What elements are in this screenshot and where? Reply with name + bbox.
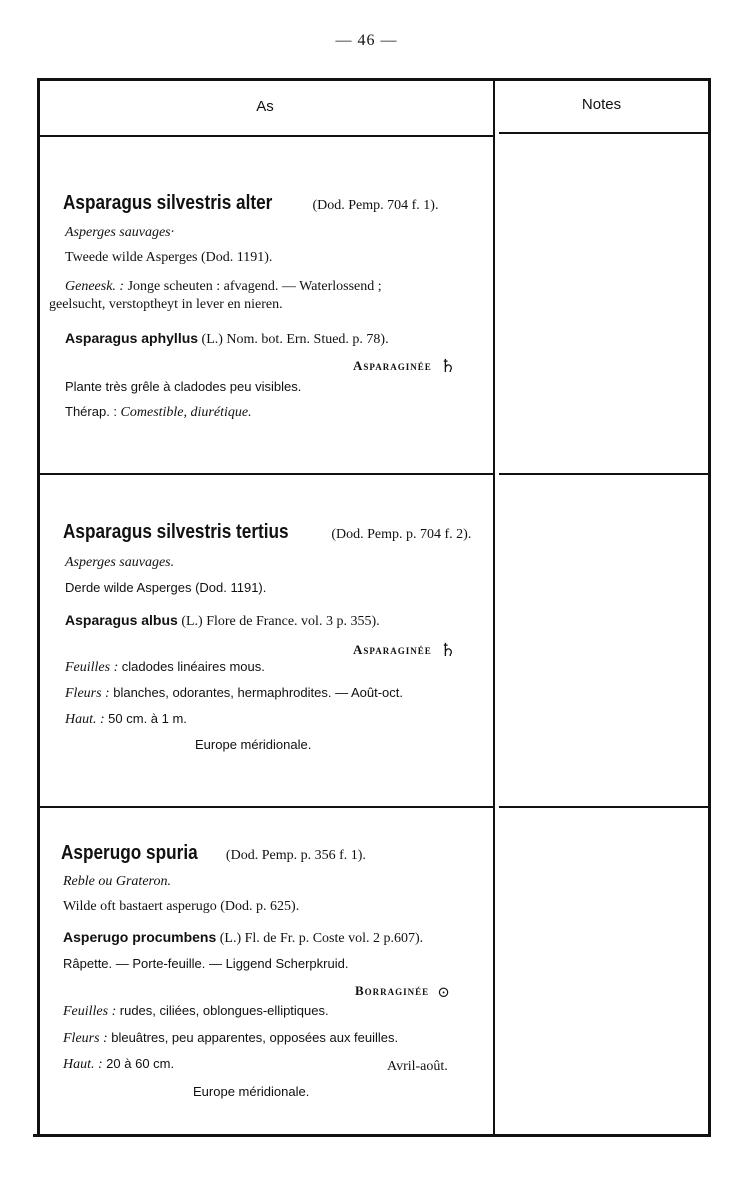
geneesk-label: Geneesk. :	[65, 279, 125, 294]
entry-title-ref: (Dod. Pemp. p. 704 f. 2).	[331, 527, 472, 542]
column-header-as: As	[256, 98, 274, 115]
fleurs-label: Fleurs :	[65, 686, 110, 701]
column-header-notes: Notes	[581, 96, 622, 113]
synonym-line	[65, 611, 380, 631]
row-divider-left	[37, 473, 493, 475]
geneesk-text: Jonge scheuten : afvagend. — Waterlossend ;	[127, 279, 382, 294]
family-line	[355, 982, 450, 1002]
table-right-border	[708, 78, 711, 1137]
family-line	[353, 641, 456, 660]
entry-title: Asperugo spuria	[61, 842, 198, 864]
region: Europe méridionale.	[193, 1084, 310, 1099]
flemish-name: Derde wilde Asperges (Dod. 1191).	[65, 580, 267, 595]
haut-label: Haut. :	[65, 712, 105, 727]
fleurs-text: blanches, odorantes, hermaphrodites. — Août-oct.	[113, 685, 403, 700]
feuilles-label: Feuilles :	[65, 660, 119, 675]
synonym-ref: (L.) Flore de France. vol. 3 p. 355).	[181, 614, 380, 629]
entry-title-ref: (Dod. Pemp. 704 f. 1).	[312, 198, 439, 213]
description: Plante très grêle à cladodes peu visibles.	[65, 379, 302, 394]
entry-title-line	[63, 194, 438, 215]
synonym-line	[65, 329, 389, 349]
synonym-ref: (L.) Nom. bot. Ern. Stued. p. 78).	[201, 332, 389, 347]
flemish-name: Wilde oft bastaert asperugo (Dod. p. 625).	[63, 899, 300, 914]
synonym-name: Asperugo procumbens	[63, 929, 217, 945]
region: Europe méridionale.	[195, 737, 312, 752]
page-number: — 46 —	[335, 32, 398, 49]
synonym-ref: (L.) Fl. de Fr. p. Coste vol. 2 p.607).	[219, 931, 424, 946]
feuilles-text: rudes, ciliées, oblongues-elliptiques.	[119, 1003, 329, 1018]
herbal-table	[37, 78, 711, 1138]
geneesk-text-cont: geelsucht, verstoptheyt in lever en nieren.	[49, 297, 283, 312]
entry-title: Asparagus silvestris alter	[63, 192, 273, 214]
flemish-name: Tweede wilde Asperges (Dod. 1191).	[65, 250, 273, 265]
family-name: Asparaginée	[353, 358, 432, 373]
row-divider-right	[499, 806, 711, 808]
perennial-symbol: ♄	[439, 640, 456, 660]
haut-text: 50 cm. à 1 m.	[108, 711, 187, 726]
table-top-rule	[37, 78, 711, 81]
common-name: Reble ou Grateron.	[63, 874, 171, 889]
flowering-season: Avril-août.	[387, 1059, 448, 1074]
family-name: Asparaginée	[353, 642, 432, 657]
haut-line	[65, 710, 187, 729]
therap-text: Comestible, diurétique.	[120, 405, 252, 420]
feuilles-label: Feuilles :	[63, 1004, 117, 1019]
table-column-divider	[493, 78, 495, 1137]
synonym-name: Asparagus aphyllus	[65, 330, 199, 346]
header-rule-right	[499, 132, 711, 134]
haut-line	[63, 1055, 174, 1074]
family-name: Borraginée	[355, 983, 430, 998]
entry-title-line	[63, 523, 471, 544]
fleurs-line	[65, 684, 403, 703]
common-name: Asperges sauvages.	[65, 555, 175, 570]
header-rule-left	[37, 135, 493, 137]
vernacular-names: Râpette. — Porte-feuille. — Liggend Scherpkruid.	[63, 956, 349, 971]
feuilles-line	[63, 1002, 329, 1021]
common-name: Asperges sauvages·	[65, 225, 175, 240]
feuilles-line	[65, 658, 265, 677]
perennial-symbol: ♄	[439, 356, 456, 376]
haut-label: Haut. :	[63, 1057, 103, 1072]
fleurs-text: bleuâtres, peu apparentes, opposées aux feuilles.	[111, 1030, 399, 1045]
therap-line	[65, 403, 252, 422]
row-divider-left	[37, 806, 493, 808]
entry-title-ref: (Dod. Pemp. p. 356 f. 1).	[225, 848, 366, 863]
feuilles-text: cladodes linéaires mous.	[121, 659, 265, 674]
table-bottom-rule	[33, 1134, 711, 1137]
fleurs-label: Fleurs :	[63, 1031, 108, 1046]
table-left-border	[37, 78, 40, 1137]
entry-title-line	[61, 844, 366, 865]
family-line	[353, 357, 456, 376]
synonym-name: Asparagus albus	[65, 612, 178, 628]
entry-title: Asparagus silvestris tertius	[63, 521, 289, 543]
geneesk-line	[65, 278, 382, 296]
row-divider-right	[499, 473, 711, 475]
annual-symbol: ⊙	[437, 985, 450, 1001]
synonym-line	[63, 928, 423, 948]
therap-label: Thérap. :	[65, 404, 118, 419]
haut-text: 20 à 60 cm.	[106, 1056, 175, 1071]
fleurs-line	[63, 1029, 398, 1048]
